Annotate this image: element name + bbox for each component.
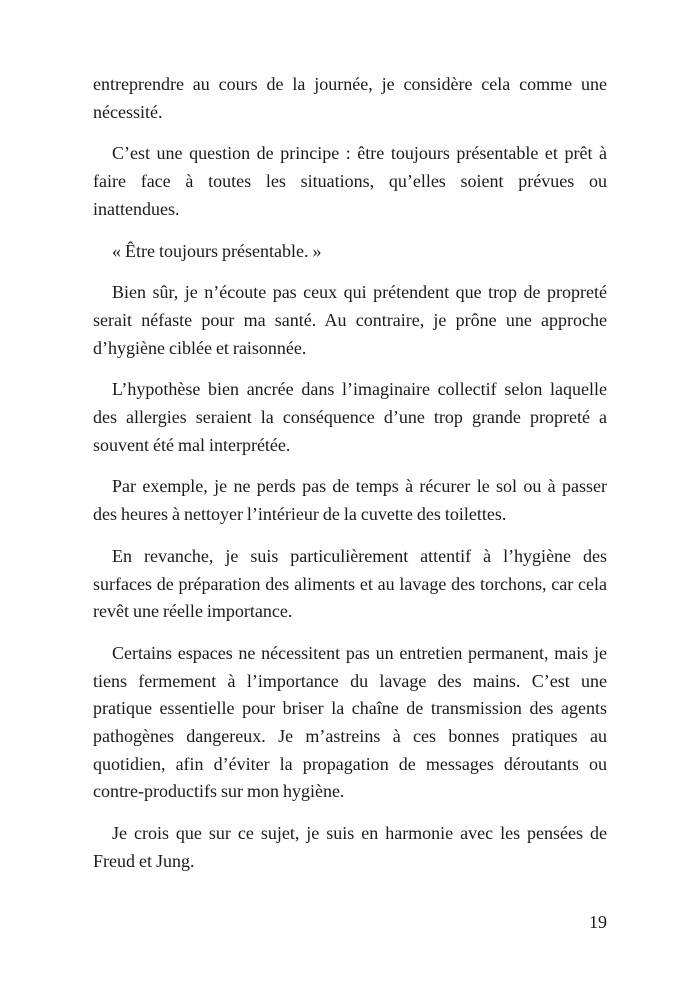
text-line: pathogènes dangereux. Je m’astreins à ces bonnes pratiques au (93, 726, 607, 747)
paragraph (93, 376, 607, 459)
text-line: pratique essentielle pour briser la chaîne de transmission des agents (93, 698, 607, 719)
paragraph (93, 140, 607, 223)
text-line: des heures à nettoyer l’intérieur de la cuvette des toilettes. (93, 504, 507, 525)
text-line: surfaces de préparation des aliments et au lavage des torchons, car cela (93, 573, 607, 594)
text-line: entreprendre au cours de la journée, je considère cela comme une (93, 74, 607, 94)
paragraph (93, 820, 607, 875)
text-line: C’est une question de principe : être toujours présentable et prêt à (112, 143, 607, 164)
text-line: d’hygiène ciblée et raisonnée. (93, 337, 307, 358)
paragraph (93, 279, 607, 362)
paragraph (93, 238, 607, 266)
page-text (93, 71, 607, 876)
text-line: contre-productifs sur mon hygiène. (93, 781, 345, 802)
text-line: faire face à toutes les situations, qu’elles soient prévues ou (93, 171, 607, 192)
text-line: Freud et Jung. (93, 850, 195, 871)
paragraph (93, 543, 607, 626)
text-line: nécessité. (93, 101, 163, 122)
text-line: L’hypothèse bien ancrée dans l’imaginaire collectif selon laquelle (112, 379, 607, 400)
page-number: 19 (589, 912, 607, 932)
text-line: Je crois que sur ce sujet, je suis en harmonie avec les pensées de (112, 823, 607, 844)
text-line: En revanche, je suis particulièrement attentif à l’hygiène des (112, 545, 607, 566)
text-line: Par exemple, je ne perds pas de temps à récurer le sol ou à passer (112, 476, 607, 497)
paragraph (93, 71, 607, 126)
text-line: serait néfaste pour ma santé. Au contraire, je prône une approche (93, 309, 607, 330)
text-line: revêt une réelle importance. (93, 601, 293, 622)
text-line: tiens fermement à l’importance du lavage des mains. C’est une (93, 670, 607, 691)
text-line: des allergies seraient la conséquence d’une trop grande propreté a (93, 407, 607, 428)
text-line: inattendues. (93, 198, 180, 219)
text-line: « Être toujours présentable. » (112, 240, 322, 261)
text-line: souvent été mal interprétée. (93, 434, 291, 455)
text-line: Bien sûr, je n’écoute pas ceux qui prétendent que trop de propreté (112, 282, 607, 303)
paragraph (93, 640, 607, 806)
text-line: Certains espaces ne nécessitent pas un entretien permanent, mais je (112, 642, 607, 663)
text-line: quotidien, afin d’éviter la propagation de messages déroutants ou (93, 753, 607, 774)
paragraph (93, 473, 607, 528)
